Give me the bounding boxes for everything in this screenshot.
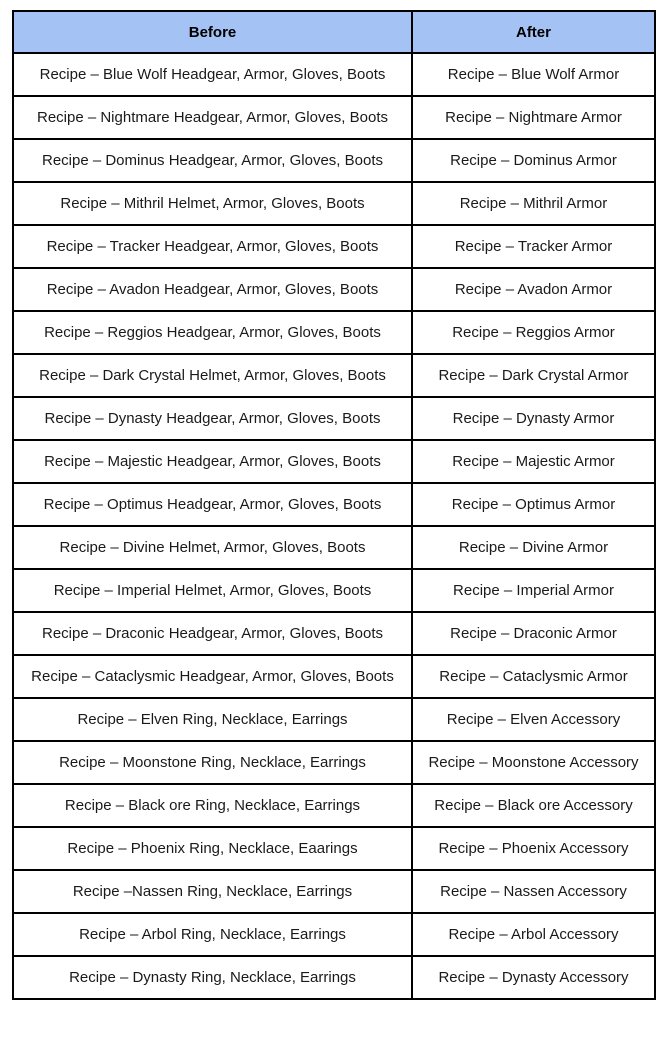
- cell-before: Recipe – Dynasty Ring, Necklace, Earrings: [13, 956, 412, 999]
- cell-before: Recipe – Phoenix Ring, Necklace, Eaarings: [13, 827, 412, 870]
- table-row: [13, 913, 655, 956]
- table-row: [13, 182, 655, 225]
- table-row: [13, 741, 655, 784]
- cell-after: Recipe – Draconic Armor: [412, 612, 655, 655]
- column-header-after: After: [412, 11, 655, 53]
- cell-before: Recipe – Blue Wolf Headgear, Armor, Gloves, Boots: [13, 53, 412, 96]
- column-header-before: Before: [13, 11, 412, 53]
- table-row: [13, 956, 655, 999]
- cell-after: Recipe – Reggios Armor: [412, 311, 655, 354]
- cell-after: Recipe – Dynasty Accessory: [412, 956, 655, 999]
- cell-after: Recipe – Elven Accessory: [412, 698, 655, 741]
- cell-after: Recipe – Nassen Accessory: [412, 870, 655, 913]
- table-row: [13, 53, 655, 96]
- table-row: [13, 698, 655, 741]
- cell-before: Recipe – Elven Ring, Necklace, Earrings: [13, 698, 412, 741]
- cell-after: Recipe – Moonstone Accessory: [412, 741, 655, 784]
- cell-after: Recipe – Nightmare Armor: [412, 96, 655, 139]
- table-row: [13, 268, 655, 311]
- table-row: [13, 827, 655, 870]
- cell-after: Recipe – Dynasty Armor: [412, 397, 655, 440]
- cell-after: Recipe – Mithril Armor: [412, 182, 655, 225]
- table-row: [13, 440, 655, 483]
- cell-before: Recipe – Tracker Headgear, Armor, Gloves, Boots: [13, 225, 412, 268]
- cell-before: Recipe – Dark Crystal Helmet, Armor, Gloves, Boots: [13, 354, 412, 397]
- table-row: [13, 139, 655, 182]
- cell-after: Recipe – Avadon Armor: [412, 268, 655, 311]
- cell-before: Recipe – Nightmare Headgear, Armor, Gloves, Boots: [13, 96, 412, 139]
- cell-after: Recipe – Majestic Armor: [412, 440, 655, 483]
- cell-before: Recipe – Draconic Headgear, Armor, Gloves, Boots: [13, 612, 412, 655]
- cell-before: Recipe – Dominus Headgear, Armor, Gloves, Boots: [13, 139, 412, 182]
- table-row: [13, 870, 655, 913]
- table-header-row: [13, 11, 655, 53]
- cell-after: Recipe – Divine Armor: [412, 526, 655, 569]
- cell-before: Recipe – Arbol Ring, Necklace, Earrings: [13, 913, 412, 956]
- table-row: [13, 397, 655, 440]
- table-row: [13, 569, 655, 612]
- cell-before: Recipe – Avadon Headgear, Armor, Gloves, Boots: [13, 268, 412, 311]
- cell-after: Recipe – Cataclysmic Armor: [412, 655, 655, 698]
- cell-after: Recipe – Black ore Accessory: [412, 784, 655, 827]
- cell-before: Recipe –Nassen Ring, Necklace, Earrings: [13, 870, 412, 913]
- table-row: [13, 526, 655, 569]
- cell-before: Recipe – Dynasty Headgear, Armor, Gloves, Boots: [13, 397, 412, 440]
- cell-before: Recipe – Imperial Helmet, Armor, Gloves, Boots: [13, 569, 412, 612]
- cell-before: Recipe – Majestic Headgear, Armor, Gloves, Boots: [13, 440, 412, 483]
- cell-before: Recipe – Black ore Ring, Necklace, Earrings: [13, 784, 412, 827]
- table-row: [13, 784, 655, 827]
- cell-after: Recipe – Imperial Armor: [412, 569, 655, 612]
- table-row: [13, 311, 655, 354]
- table-row: [13, 96, 655, 139]
- cell-after: Recipe – Dark Crystal Armor: [412, 354, 655, 397]
- cell-before: Recipe – Cataclysmic Headgear, Armor, Gloves, Boots: [13, 655, 412, 698]
- table-row: [13, 225, 655, 268]
- cell-before: Recipe – Divine Helmet, Armor, Gloves, Boots: [13, 526, 412, 569]
- cell-before: Recipe – Optimus Headgear, Armor, Gloves, Boots: [13, 483, 412, 526]
- cell-after: Recipe – Blue Wolf Armor: [412, 53, 655, 96]
- cell-after: Recipe – Phoenix Accessory: [412, 827, 655, 870]
- cell-before: Recipe – Reggios Headgear, Armor, Gloves, Boots: [13, 311, 412, 354]
- table-row: [13, 483, 655, 526]
- cell-before: Recipe – Mithril Helmet, Armor, Gloves, Boots: [13, 182, 412, 225]
- cell-after: Recipe – Arbol Accessory: [412, 913, 655, 956]
- cell-after: Recipe – Dominus Armor: [412, 139, 655, 182]
- table-row: [13, 612, 655, 655]
- cell-before: Recipe – Moonstone Ring, Necklace, Earrings: [13, 741, 412, 784]
- recipe-comparison-table: [12, 10, 656, 1000]
- table-row: [13, 655, 655, 698]
- table-row: [13, 354, 655, 397]
- cell-after: Recipe – Tracker Armor: [412, 225, 655, 268]
- cell-after: Recipe – Optimus Armor: [412, 483, 655, 526]
